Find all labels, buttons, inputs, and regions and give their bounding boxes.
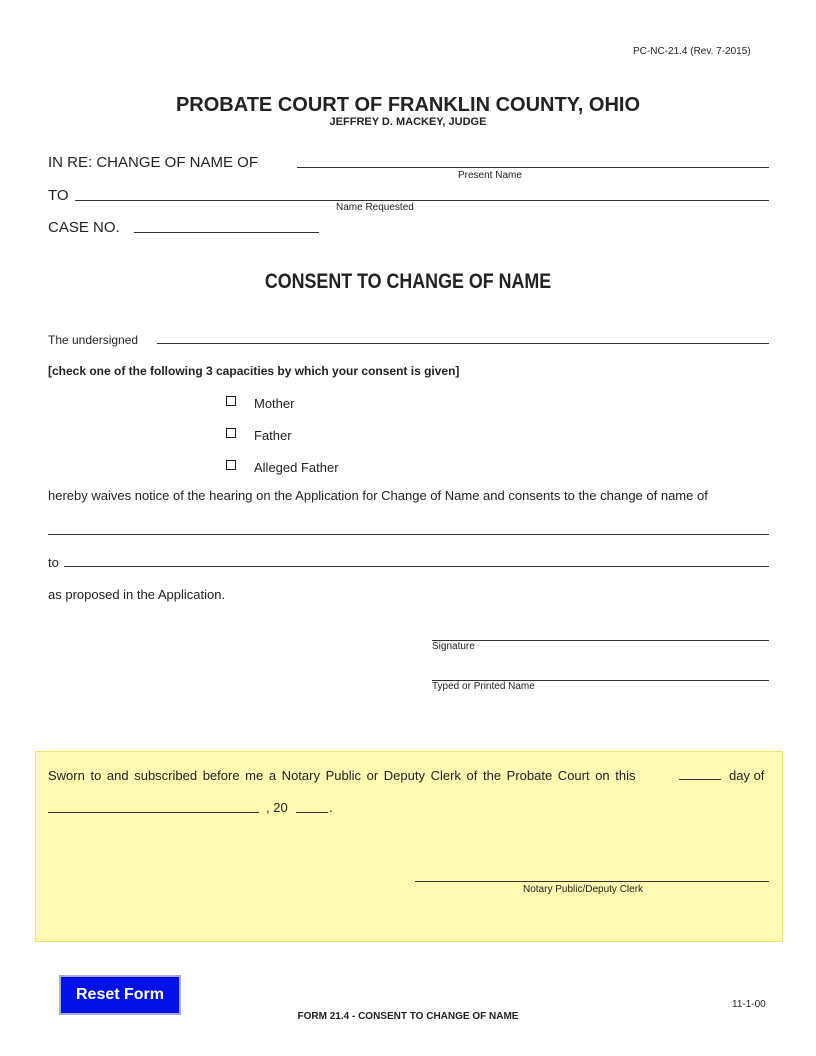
father-label: Father	[254, 428, 292, 443]
present-name-field[interactable]	[297, 153, 769, 168]
footer-date: 11-1-00	[732, 999, 766, 1010]
alleged-father-label: Alleged Father	[254, 460, 339, 475]
year-prefix: , 20	[266, 800, 288, 815]
name-requested-caption: Name Requested	[336, 202, 414, 213]
sworn-text: Sworn to and subscribed before me a Notary Public or Deputy Clerk of the Probate Court on this	[48, 768, 636, 783]
form-id: PC-NC-21.4 (Rev. 7-2015)	[633, 46, 751, 57]
day-of-label: day of	[729, 768, 765, 783]
undersigned-field[interactable]	[157, 329, 769, 344]
court-name: PROBATE COURT OF FRANKLIN COUNTY, OHIO	[175, 94, 641, 116]
judge-name: JEFFREY D. MACKEY, JUDGE	[329, 116, 487, 128]
period: .	[329, 800, 333, 815]
notary-signature-field[interactable]	[415, 867, 769, 882]
signature-caption: Signature	[432, 641, 475, 652]
to-label-2: to	[48, 555, 59, 570]
signature-field[interactable]	[432, 626, 769, 641]
case-no-label: CASE NO.	[48, 219, 120, 236]
proposed-text: as proposed in the Application.	[48, 587, 226, 602]
instruction-text: [check one of the following 3 capacities by which your consent is given]	[48, 364, 460, 378]
footer-title: FORM 21.4 - CONSENT TO CHANGE OF NAME	[297, 1011, 519, 1022]
in-re-label: IN RE: CHANGE OF NAME OF	[48, 154, 259, 171]
month-field[interactable]	[48, 798, 259, 813]
notary-caption: Notary Public/Deputy Clerk	[523, 884, 644, 895]
printed-name-field[interactable]	[432, 666, 769, 681]
mother-checkbox[interactable]	[226, 396, 236, 406]
undersigned-label: The undersigned	[48, 333, 139, 347]
name-requested-field[interactable]	[75, 186, 769, 201]
year-field[interactable]	[296, 798, 328, 813]
day-field[interactable]	[679, 765, 721, 780]
present-name-caption: Present Name	[458, 170, 522, 181]
form-title: CONSENT TO CHANGE OF NAME	[264, 270, 552, 293]
to-label: TO	[48, 187, 69, 204]
case-no-field[interactable]	[134, 218, 319, 233]
mother-label: Mother	[254, 396, 295, 411]
new-name-field[interactable]	[64, 552, 769, 567]
father-checkbox[interactable]	[226, 428, 236, 438]
current-name-field[interactable]	[48, 520, 769, 535]
reset-form-button[interactable]: Reset Form	[59, 975, 181, 1015]
printed-name-caption: Typed or Printed Name	[432, 681, 535, 692]
alleged-father-checkbox[interactable]	[226, 460, 236, 470]
waiver-text: hereby waives notice of the hearing on the Application for Change of Name and consents to the change of name of	[48, 488, 708, 503]
